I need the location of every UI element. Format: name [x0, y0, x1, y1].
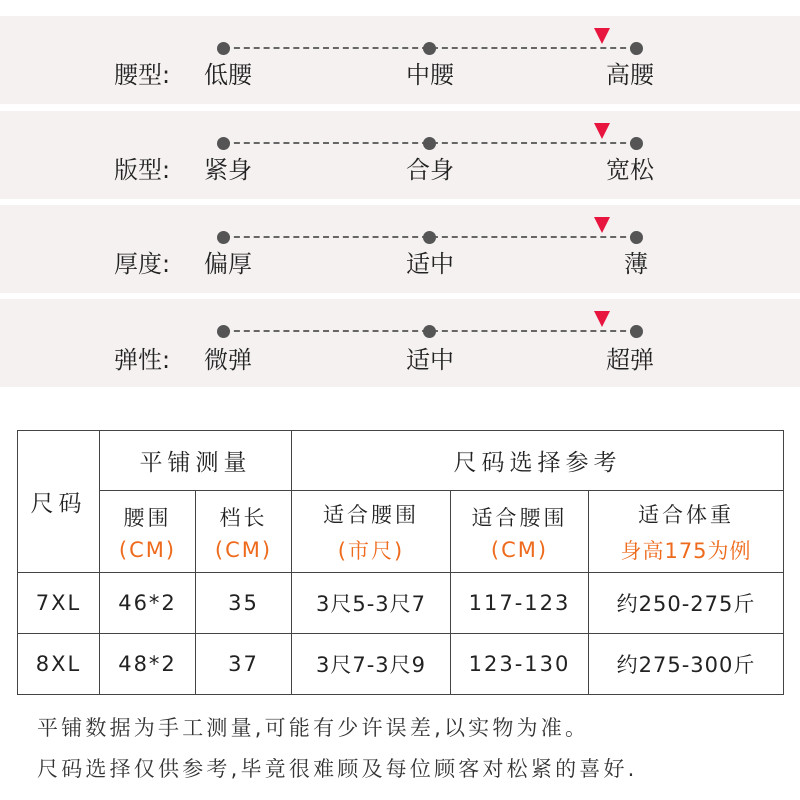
- col-header-fit-waist-chi: [292, 491, 451, 573]
- scale-option-middle: 合身: [406, 156, 454, 184]
- col-header-fit-waist-cm: [451, 491, 589, 573]
- col-unit: (CM): [118, 537, 177, 562]
- cell-rise: 37: [196, 634, 292, 695]
- note-line-1: 平铺数据为手工测量,可能有少许误差,以实物为准。: [37, 716, 590, 740]
- cell-waist: 48*2: [100, 634, 196, 695]
- col-unit: (CM): [214, 537, 273, 562]
- size-table: [17, 430, 784, 695]
- cell-fit-weight: 约250-275斤: [589, 573, 784, 634]
- scale-option-middle: 适中: [406, 250, 454, 278]
- scale-elasticity: [0, 299, 800, 387]
- cell-size: 7XL: [18, 573, 100, 634]
- scale-option-left: 紧身: [204, 156, 252, 184]
- scale-thickness: [0, 205, 800, 293]
- scale-dot: [630, 231, 643, 244]
- col-header-waist: [100, 491, 196, 573]
- scale-option-middle: 中腰: [406, 61, 454, 89]
- scale-option-left: 低腰: [204, 61, 252, 89]
- scale-option-right: 超弹: [606, 346, 654, 374]
- scale-name: 厚度:: [114, 250, 171, 278]
- scale-dot: [217, 137, 230, 150]
- scale-dot: [217, 42, 230, 55]
- scale-option-left: 微弹: [204, 346, 252, 374]
- col-label: 适合腰围: [471, 505, 568, 530]
- scale-option-right: 高腰: [606, 61, 654, 89]
- marker-triangle-icon: [594, 123, 610, 139]
- col-label: 档长: [219, 505, 268, 530]
- scale-dot: [630, 137, 643, 150]
- col-label: 适合体重: [638, 502, 734, 527]
- scale-dot: [630, 42, 643, 55]
- table-row: [18, 634, 784, 695]
- note-line-2: 尺码选择仅供参考,毕竟很难顾及每位顾客对松紧的喜好.: [37, 757, 638, 781]
- size-reference-header: 尺码选择参考: [292, 431, 784, 491]
- cell-fit-waist-cm: 123-130: [451, 634, 589, 695]
- scale-dot: [217, 231, 230, 244]
- cell-size: 8XL: [18, 634, 100, 695]
- col-label: 适合腰围: [323, 502, 419, 527]
- col-label: 腰围: [123, 505, 172, 530]
- scale-option-right: 宽松: [606, 156, 654, 184]
- scale-waist-type: [0, 16, 800, 104]
- col-unit: (CM): [490, 537, 549, 562]
- scale-option-left: 偏厚: [204, 250, 252, 278]
- col-unit: 身高175为例: [620, 538, 752, 563]
- scale-name: 腰型:: [114, 61, 171, 89]
- col-header-rise: [196, 491, 292, 573]
- scale-option-middle: 适中: [406, 346, 454, 374]
- table-row: [18, 573, 784, 634]
- scale-name: 版型:: [114, 156, 171, 184]
- marker-triangle-icon: [594, 28, 610, 44]
- cell-fit-waist-chi: 3尺5-3尺7: [292, 573, 451, 634]
- size-header: 尺码: [18, 431, 100, 573]
- cell-fit-weight: 约275-300斤: [589, 634, 784, 695]
- scale-name: 弹性:: [114, 346, 171, 374]
- scale-dot: [423, 137, 436, 150]
- scale-fit-type: [0, 111, 800, 199]
- marker-triangle-icon: [594, 311, 610, 327]
- scale-dot: [423, 42, 436, 55]
- scale-option-right: 薄: [624, 250, 648, 278]
- col-header-fit-weight: [589, 491, 784, 573]
- scale-dot: [423, 325, 436, 338]
- flat-measure-header: 平铺测量: [100, 431, 292, 491]
- scale-dot: [217, 325, 230, 338]
- scale-dot: [423, 231, 436, 244]
- cell-fit-waist-cm: 117-123: [451, 573, 589, 634]
- col-unit: (市尺): [337, 538, 405, 563]
- marker-triangle-icon: [594, 217, 610, 233]
- cell-fit-waist-chi: 3尺7-3尺9: [292, 634, 451, 695]
- cell-rise: 35: [196, 573, 292, 634]
- cell-waist: 46*2: [100, 573, 196, 634]
- scale-dot: [630, 325, 643, 338]
